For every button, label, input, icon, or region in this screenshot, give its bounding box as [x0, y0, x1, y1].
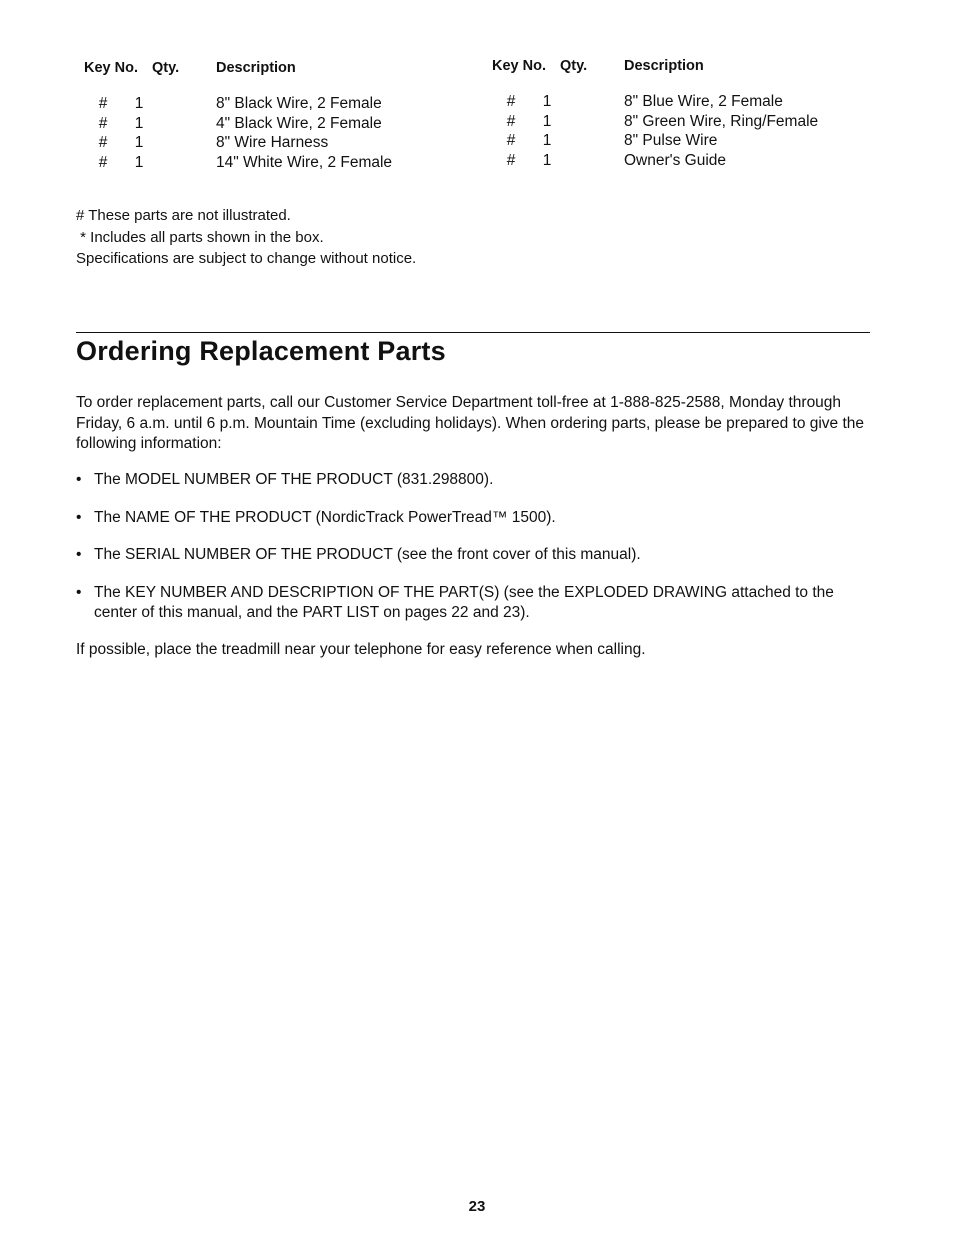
description-cell: 8" Green Wire, Ring/Female	[624, 112, 819, 130]
key-no-cell: #	[506, 112, 516, 130]
description-cell: 8" Pulse Wire	[624, 132, 718, 149]
bullet-icon: •	[76, 471, 82, 488]
description-header: Description	[624, 58, 704, 74]
qty-cell: 1	[542, 151, 552, 169]
description-header: Description	[216, 60, 296, 76]
intro-paragraph: To order replacement parts, call our Customer Service Department toll-free at 1-888-825-2588, Monday through Friday, 6 a.m. until 6 p.m. Mountain Time (excluding holidays). When ordering parts, please be prepared to give the following information:	[76, 394, 865, 452]
key-no-cell: #	[506, 132, 516, 149]
table-row	[492, 92, 872, 112]
qty-cell: 1	[542, 93, 552, 110]
description-cell: 14" White Wire, 2 Female	[216, 153, 393, 171]
key-no-cell: #	[506, 151, 516, 169]
qty-header: Qty.	[152, 60, 180, 76]
closing-paragraph: If possible, place the treadmill near your telephone for easy reference when calling.	[76, 641, 646, 658]
qty-header: Qty.	[560, 58, 588, 74]
table-row	[84, 114, 464, 134]
parts-table-header	[84, 60, 464, 76]
description-cell: 8" Black Wire, 2 Female	[216, 95, 382, 112]
description-cell: Owner's Guide	[624, 151, 727, 169]
table-row	[492, 131, 872, 151]
bullet-icon: •	[76, 583, 82, 601]
note-includes-all-parts: * Includes all parts shown in the box.	[76, 228, 324, 246]
parts-table-left	[84, 60, 464, 172]
note-specifications: Specifications are subject to change without notice.	[76, 250, 417, 267]
qty-cell: 1	[542, 132, 552, 149]
description-cell: 8" Blue Wire, 2 Female	[624, 93, 783, 110]
bullet-icon: •	[76, 508, 82, 526]
bullet-icon: •	[76, 546, 82, 563]
qty-cell: 1	[542, 112, 552, 130]
section-divider	[76, 332, 870, 333]
key-no-cell: #	[98, 153, 108, 171]
key-no-cell: #	[98, 114, 108, 132]
list-item-text: The KEY NUMBER AND DESCRIPTION OF THE PART(S) (see the EXPLODED DRAWING attached to the center of this manual, and the PART LIST on pages 22 and 23).	[94, 583, 834, 621]
list-item	[76, 545, 866, 566]
note-not-illustrated: # These parts are not illustrated.	[76, 207, 291, 224]
table-row	[84, 133, 464, 153]
parts-table-right	[492, 60, 872, 170]
list-item-text: The MODEL NUMBER OF THE PRODUCT (831.298800).	[94, 471, 494, 488]
parts-notes	[76, 205, 416, 270]
required-info-list	[76, 470, 866, 641]
qty-cell: 1	[134, 95, 144, 112]
table-row	[492, 151, 872, 171]
table-row	[84, 94, 464, 114]
key-no-cell: #	[98, 95, 108, 112]
parts-table-header	[492, 58, 872, 74]
description-cell: 8" Wire Harness	[216, 134, 329, 151]
key-no-header: Key No.	[492, 58, 546, 74]
qty-cell: 1	[134, 153, 144, 171]
list-item	[76, 470, 866, 491]
key-no-cell: #	[506, 93, 516, 110]
key-no-cell: #	[98, 134, 108, 151]
qty-cell: 1	[134, 114, 144, 132]
list-item	[76, 508, 866, 529]
list-item-text: The SERIAL NUMBER OF THE PRODUCT (see the front cover of this manual).	[94, 546, 641, 563]
page-number: 23	[468, 1198, 486, 1215]
key-no-header: Key No.	[84, 60, 138, 76]
table-row	[84, 153, 464, 173]
description-cell: 4" Black Wire, 2 Female	[216, 114, 382, 132]
list-item-text: The NAME OF THE PRODUCT (NordicTrack PowerTread™ 1500).	[94, 508, 556, 526]
qty-cell: 1	[134, 134, 144, 151]
section-title: Ordering Replacement Parts	[76, 336, 446, 366]
list-item	[76, 583, 866, 624]
table-row	[492, 112, 872, 132]
